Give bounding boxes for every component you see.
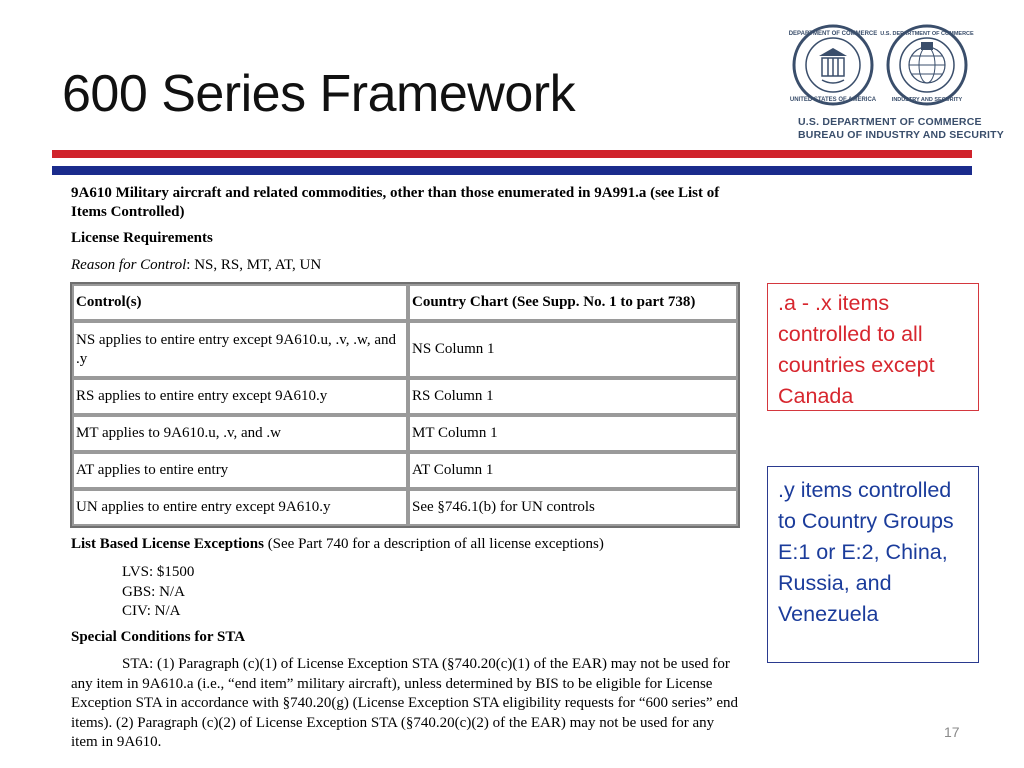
svg-text:U.S. DEPARTMENT OF COMMERCE: U.S. DEPARTMENT OF COMMERCE bbox=[880, 31, 974, 37]
reason-label: Reason for Control bbox=[71, 257, 187, 273]
list-item: CIV: N/A bbox=[122, 603, 181, 619]
header-divider-blue bbox=[52, 166, 972, 175]
header-divider-red bbox=[52, 150, 972, 158]
list-item: LVS: $1500 bbox=[122, 564, 195, 580]
callout-blue: .y items controlled to Country Groups E:1 or E:2, China, Russia, and Venezuela bbox=[767, 466, 979, 663]
table-cell: RS applies to entire entry except 9A610.y bbox=[72, 378, 408, 415]
reason-for-control bbox=[71, 257, 321, 274]
bis-seal-icon bbox=[880, 24, 974, 106]
table-cell: MT Column 1 bbox=[408, 415, 738, 452]
svg-text:UNITED STATES OF AMERICA: UNITED STATES OF AMERICA bbox=[789, 97, 877, 103]
table-cell: UN applies to entire entry except 9A610.y bbox=[72, 489, 408, 526]
table-cell: NS applies to entire entry except 9A610.u, .v, .w, and .y bbox=[72, 321, 408, 378]
license-requirements-heading: License Requirements bbox=[71, 230, 213, 246]
reason-value: : NS, RS, MT, AT, UN bbox=[186, 257, 322, 273]
exceptions-list bbox=[122, 563, 194, 622]
eccn-heading: 9A610 Military aircraft and related commodities, other than those enumerated in 9A991.a (see List of Items Controlled) bbox=[71, 185, 720, 220]
page-number: 17 bbox=[944, 724, 960, 740]
table-cell: NS Column 1 bbox=[408, 321, 738, 378]
table-header-row bbox=[72, 284, 738, 321]
svg-text:DEPARTMENT OF COMMERCE: DEPARTMENT OF COMMERCE bbox=[788, 31, 878, 37]
table-row bbox=[72, 452, 738, 489]
list-item: GBS: N/A bbox=[122, 583, 185, 600]
lble-bold: List Based License Exceptions bbox=[71, 536, 264, 552]
table-header-cell: Country Chart (See Supp. No. 1 to part 738) bbox=[408, 284, 738, 321]
logo-line-1: U.S. DEPARTMENT OF COMMERCE bbox=[798, 116, 982, 128]
table-cell: RS Column 1 bbox=[408, 378, 738, 415]
svg-text:INDUSTRY AND SECURITY: INDUSTRY AND SECURITY bbox=[891, 97, 963, 103]
logo-line-2: BUREAU OF INDUSTRY AND SECURITY bbox=[798, 129, 1004, 141]
slide-title: 600 Series Framework bbox=[62, 65, 576, 123]
special-conditions-heading: Special Conditions for STA bbox=[71, 629, 246, 645]
table-cell: AT Column 1 bbox=[408, 452, 738, 489]
commerce-seal-icon bbox=[788, 24, 878, 106]
callout-red: .a - .x items controlled to all countries except Canada bbox=[767, 283, 979, 411]
lble-rest: (See Part 740 for a description of all license exceptions) bbox=[263, 536, 604, 552]
sta-text: STA: (1) Paragraph (c)(1) of License Exception STA (§740.20(c)(1) of the EAR) may not be used for any item in 9A610.a (i.e., “end item” military aircraft), unless determined by BIS to be eligible for License Exception STA in accordance with §740.20(g) (License Exception STA eligibility requests for “600 series” end items). (2) Paragraph (c)(2) of License Exception STA (§740.20(c)(2) of the EAR) may not be used for any item in 9A610. bbox=[71, 656, 738, 750]
table-cell: See §746.1(b) for UN controls bbox=[408, 489, 738, 526]
control-table bbox=[70, 282, 740, 528]
table-row bbox=[72, 321, 738, 378]
logo-caption bbox=[798, 116, 1004, 142]
table-row bbox=[72, 415, 738, 452]
table-cell: MT applies to 9A610.u, .v, and .w bbox=[72, 415, 408, 452]
table-row bbox=[72, 378, 738, 415]
license-exceptions-heading bbox=[71, 536, 604, 553]
doc-bis-logo bbox=[788, 24, 1004, 148]
sta-paragraph bbox=[71, 655, 741, 753]
table-cell: AT applies to entire entry bbox=[72, 452, 408, 489]
table-row bbox=[72, 489, 738, 526]
table-header-cell: Control(s) bbox=[72, 284, 408, 321]
